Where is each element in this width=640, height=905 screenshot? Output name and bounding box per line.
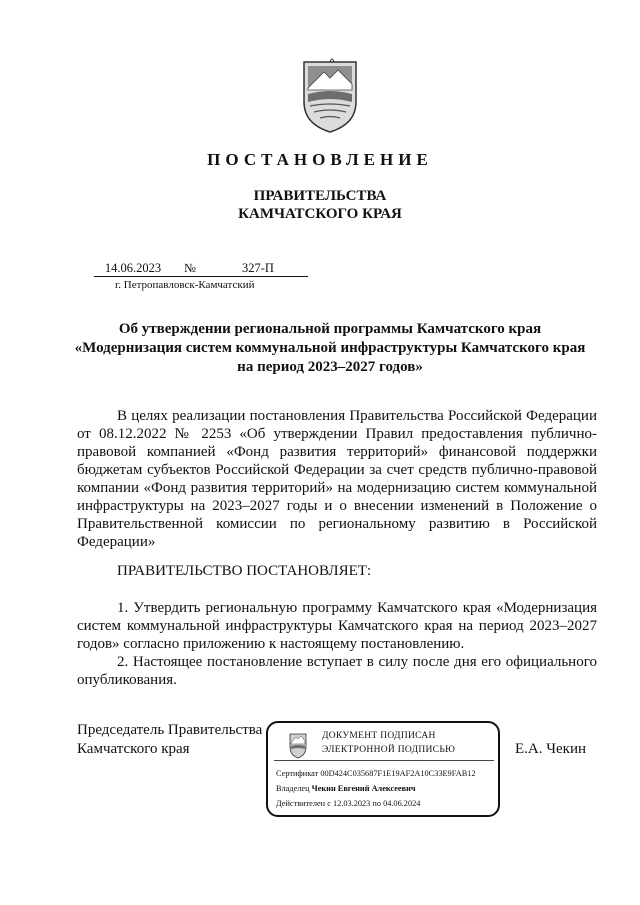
valid-to-label: по bbox=[372, 799, 381, 808]
stamp-title-line-2: ЭЛЕКТРОННОЙ ПОДПИСЬЮ bbox=[322, 745, 456, 755]
owner-label: Владелец bbox=[276, 784, 310, 793]
item-2: 2. Настоящее постановление вступает в силу после дня его официального опубликования. bbox=[77, 654, 597, 688]
coat-of-arms-icon bbox=[300, 58, 360, 134]
valid-to-date: 04.06.2024 bbox=[383, 799, 421, 808]
electronic-signature-stamp bbox=[266, 721, 500, 817]
stamp-owner bbox=[276, 784, 416, 793]
stamp-title-line-1: ДОКУМЕНТ ПОДПИСАН bbox=[322, 731, 436, 741]
validity-label: Действителен bbox=[276, 799, 326, 808]
valid-from-date: 12.03.2023 bbox=[332, 799, 371, 808]
item-1: 1. Утвердить региональную программу Камчатского края «Модернизация систем коммунальной инфраструктуры Камчатского края на период 2023–2027 годов» согласно приложению к настоящему постановлению. bbox=[77, 600, 597, 652]
stamp-certificate bbox=[276, 769, 476, 778]
document-city: г. Петропавловск-Камчатский bbox=[115, 279, 255, 291]
issuer-line-1: ПРАВИТЕЛЬСТВА bbox=[253, 188, 387, 204]
coat-of-arms-icon bbox=[289, 733, 307, 759]
document-date: 14.06.2023 bbox=[94, 261, 172, 277]
number-sign: № bbox=[172, 261, 208, 277]
document-number: 327-П bbox=[208, 261, 308, 277]
preamble: В целях реализации постановления Правительства Российской Федерации от 08.12.2022 № 2253 «Об утверждении Правил предоставления публично-правовой компанией «Фонд развития территорий» финансовой поддержки бюджетам субъектов Российской Федерации за счет средств публично-правовой компании «Фонд развития территорий» на модернизацию систем коммунальной инфраструктуры на 2023–2027 годы и о внесении изменений в Положение о Правительственной комиссии по региональному развитию в Российской Федерации» bbox=[77, 408, 597, 550]
heading-line-3: на период 2023–2027 годов» bbox=[237, 359, 423, 375]
signer-position-line-2: Камчатского края bbox=[77, 741, 190, 757]
signer-name: Е.А. Чекин bbox=[515, 741, 586, 757]
heading-line-2: «Модернизация систем коммунальной инфраструктуры Камчатского края bbox=[74, 340, 586, 356]
valid-from-label: с bbox=[327, 799, 331, 808]
certificate-value: 00D424C035687F1E19AF2A10C33E9FAB12 bbox=[320, 769, 476, 778]
signer-position-line-1: Председатель Правительства bbox=[77, 722, 263, 738]
resolves-line: ПРАВИТЕЛЬСТВО ПОСТАНОВЛЯЕТ: bbox=[117, 563, 372, 579]
certificate-label: Сертификат bbox=[276, 769, 319, 778]
registration-line bbox=[94, 261, 308, 277]
stamp-validity bbox=[276, 799, 420, 808]
document-type: ПОСТАНОВЛЕНИЕ bbox=[207, 150, 433, 169]
owner-value: Чекин Евгений Алексеевич bbox=[311, 784, 416, 793]
heading-line-1: Об утверждении региональной программы Камчатского края bbox=[118, 321, 542, 337]
stamp-divider bbox=[274, 760, 494, 761]
issuer-line-2: КАМЧАТСКОГО КРАЯ bbox=[238, 206, 402, 222]
